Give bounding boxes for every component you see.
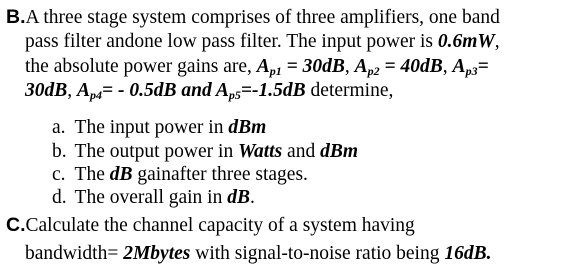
comma: , [494,31,500,52]
gain-ap4: $A_{p4}= - 0.5dB$ [77,80,177,102]
question-c-line-1 [6,214,415,237]
gain-ap5: $A_{p5}=-1.5dB$ [215,80,306,102]
question-b-text-3: the absolute power gains are, [25,56,257,77]
input-power-value: 0.6mW [437,31,495,52]
question-b-label: B. [6,6,26,28]
question-b-text-1: A three stage system comprises of three amplifiers, one band [25,7,500,28]
gain-ap3: $A_{p3}=$ [452,56,489,78]
gain-ap1: $A_{p1} = 30dB$ [256,56,345,78]
list-item-d: d. The overall gain in dB. [52,187,255,208]
question-b-line-3 [25,56,489,78]
question-b-line-2 [25,31,500,53]
snr-label: with signal-to-noise ratio being [190,243,445,264]
gain-ap2: $A_{p2} = 40dB$ [354,56,443,78]
list-item-b: b. The output power in Watts and dBm [52,141,359,162]
bandwidth-label: bandwidth= [25,243,124,264]
bandwidth-value: 2Mbytes [123,243,191,264]
and-word: and [176,80,216,101]
gain-ap3-value: 30dB [25,80,68,101]
separator: , [67,80,78,101]
question-b-line-1 [6,6,500,29]
list-item-a: a. The input power in dBm [52,117,267,138]
question-b-line-4 [25,80,393,102]
question-c-label: C. [6,214,26,236]
separator: , [344,56,355,77]
determine-text: determine, [305,80,394,101]
separator: , [442,56,453,77]
question-c-text-1: Calculate the channel capacity of a system having [25,215,415,236]
snr-value: 16dB. [444,243,492,264]
question-b-text-2: pass filter andone low pass filter. The input power is [25,31,438,52]
question-c-line-2 [25,243,492,265]
list-item-c: c. The dB gainafter three stages. [52,164,308,185]
